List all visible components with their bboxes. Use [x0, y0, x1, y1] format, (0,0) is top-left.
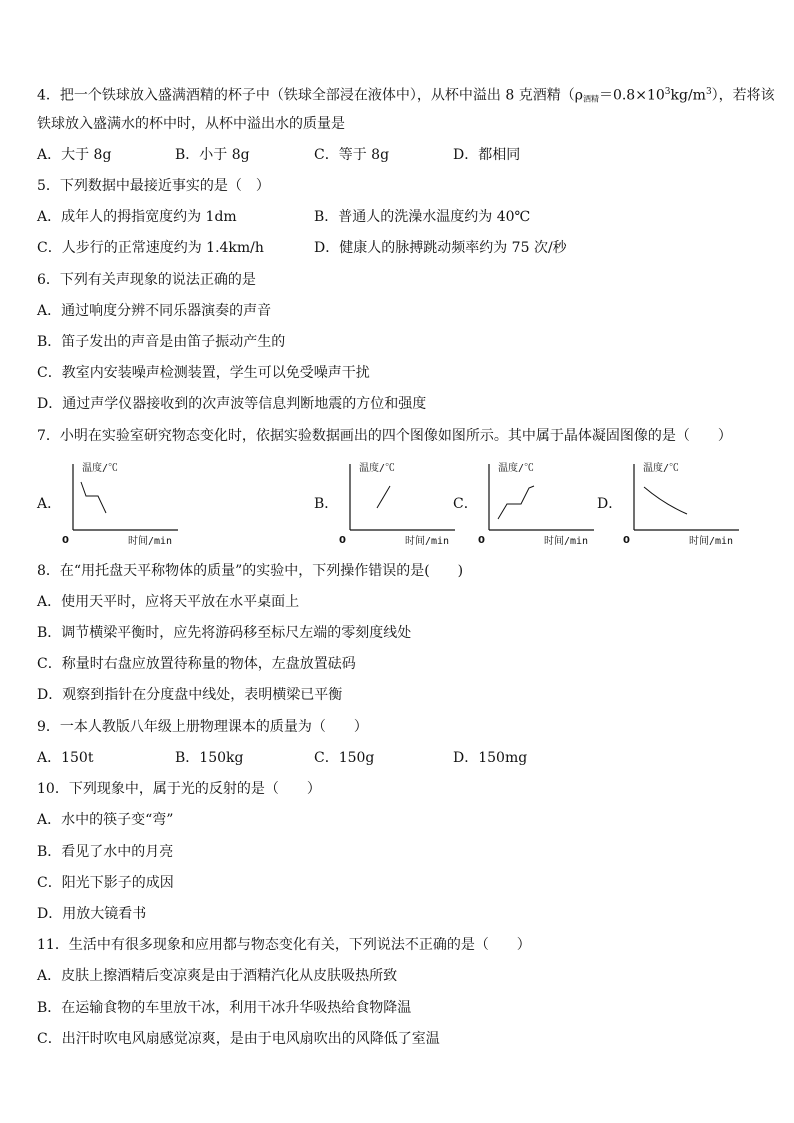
- q10-stem: 10．下列现象中，属于光的反射的是（ ）: [37, 781, 321, 797]
- q7-option-d[interactable]: D．: [597, 496, 623, 512]
- q11-option-c[interactable]: C．出汗时吹电风扇感觉凉爽，是由于电风扇吹出的风降低了室温: [37, 1031, 440, 1047]
- q5-option-b[interactable]: B．普通人的洗澡水温度约为 40℃: [314, 209, 531, 225]
- q4-exponent-2: 3: [705, 87, 712, 97]
- graph-a-ylabel: 温度/℃: [82, 463, 119, 474]
- graph-c-curve: [498, 486, 534, 519]
- q7-graph-a: [58, 458, 188, 548]
- graph-b-xlabel: 时间/min: [405, 536, 450, 547]
- q7-option-c[interactable]: C．: [453, 496, 478, 512]
- q10-option-b[interactable]: B．看见了水中的月亮: [37, 844, 174, 860]
- graph-c-ylabel: 温度/℃: [498, 463, 535, 474]
- q6-option-b[interactable]: B．笛子发出的声音是由笛子振动产生的: [37, 334, 286, 350]
- q7-graph-c: [474, 458, 604, 548]
- graph-b-curve: [377, 486, 390, 508]
- q7-graph-d: [619, 458, 749, 548]
- q5-option-a[interactable]: A．成年人的拇指宽度约为 1dm: [37, 209, 237, 225]
- q7-option-a[interactable]: A．: [37, 496, 62, 512]
- q4-text-c: kg/m: [670, 87, 706, 104]
- q4-stem-line2: 铁球放入盛满水的杯中时，从杯中溢出水的质量是: [37, 116, 345, 132]
- q6-stem: 6．下列有关声现象的说法正确的是: [37, 272, 256, 288]
- q9-option-d[interactable]: D．150mg: [453, 750, 528, 766]
- q7-graph-b: [335, 458, 465, 548]
- q11-option-a[interactable]: A．皮肤上擦酒精后变凉爽是由于酒精汽化从皮肤吸热所致: [37, 968, 398, 984]
- q7-option-b[interactable]: B．: [314, 496, 339, 512]
- graph-a-origin: 0: [62, 535, 69, 546]
- q4-text-b: ＝0.8×10: [598, 87, 665, 104]
- graph-d-origin: 0: [623, 535, 630, 546]
- q8-option-d[interactable]: D．观察到指针在分度盘中线处，表明横梁已平衡: [37, 687, 343, 703]
- graph-b-ylabel: 温度/℃: [359, 463, 396, 474]
- q4-text-a: 4．把一个铁球放入盛满酒精的杯子中（铁球全部浸在液体中），从杯中溢出 8 克酒精（ρ: [37, 87, 583, 104]
- q4-option-a[interactable]: A．大于 8g: [37, 147, 112, 163]
- q4-exponent: 3: [664, 87, 671, 97]
- q8-option-c[interactable]: C．称量时右盘应放置待称量的物体，左盘放置砝码: [37, 656, 356, 672]
- graph-d-curve: [644, 487, 687, 514]
- graph-c-xlabel: 时间/min: [544, 536, 589, 547]
- graph-c-origin: 0: [478, 535, 485, 546]
- q4-option-d[interactable]: D．都相同: [453, 147, 521, 163]
- q9-stem: 9．一本人教版八年级上册物理课本的质量为（ ）: [37, 719, 368, 735]
- q5-option-d[interactable]: D．健康人的脉搏跳动频率约为 75 次/秒: [314, 240, 567, 256]
- q4-text-d: ），若将该: [711, 87, 775, 104]
- q5-stem: 5．下列数据中最接近事实的是（ ）: [37, 178, 270, 194]
- q4-option-b[interactable]: B．小于 8g: [175, 147, 250, 163]
- q10-option-d[interactable]: D．用放大镜看书: [37, 906, 147, 922]
- q10-option-c[interactable]: C．阳光下影子的成因: [37, 875, 174, 891]
- graph-d-xlabel: 时间/min: [689, 536, 734, 547]
- q4-stem-line1: [37, 83, 775, 109]
- q4-rho-subscript: 酒精: [582, 94, 599, 104]
- q8-stem: 8．在“用托盘天平称物体的质量”的实验中，下列操作错误的是( ): [37, 563, 464, 579]
- q4-option-c[interactable]: C．等于 8g: [314, 147, 390, 163]
- q7-stem: 7．小明在实验室研究物态变化时，依据实验数据画出的四个图像如图所示。其中属于晶体凝固图像的是（ ）: [37, 428, 732, 444]
- graph-d-ylabel: 温度/℃: [643, 463, 680, 474]
- q6-option-a[interactable]: A．通过响度分辨不同乐器演奏的声音: [37, 303, 272, 319]
- q6-option-d[interactable]: D．通过声学仪器接收到的次声波等信息判断地震的方位和强度: [37, 396, 427, 412]
- q6-option-c[interactable]: C．教室内安装噪声检测装置，学生可以免受噪声干扰: [37, 365, 370, 381]
- q10-option-a[interactable]: A．水中的筷子变“弯”: [37, 812, 174, 828]
- q8-option-a[interactable]: A．使用天平时，应将天平放在水平桌面上: [37, 594, 300, 610]
- q11-option-b[interactable]: B．在运输食物的车里放干冰，利用干冰升华吸热给食物降温: [37, 1000, 412, 1016]
- graph-b-origin: 0: [339, 535, 346, 546]
- q9-option-a[interactable]: A．150t: [37, 750, 94, 766]
- q8-option-b[interactable]: B．调节横梁平衡时，应先将游码移至标尺左端的零刻度线处: [37, 625, 412, 641]
- graph-a-curve: [81, 482, 106, 513]
- q5-option-c[interactable]: C．人步行的正常速度约为 1.4km/h: [37, 240, 264, 256]
- graph-a-xlabel: 时间/min: [128, 536, 173, 547]
- q11-stem: 11．生活中有很多现象和应用都与物态变化有关，下列说法不正确的是（ ）: [37, 937, 531, 953]
- q9-option-c[interactable]: C．150g: [314, 750, 375, 766]
- q9-option-b[interactable]: B．150kg: [175, 750, 244, 766]
